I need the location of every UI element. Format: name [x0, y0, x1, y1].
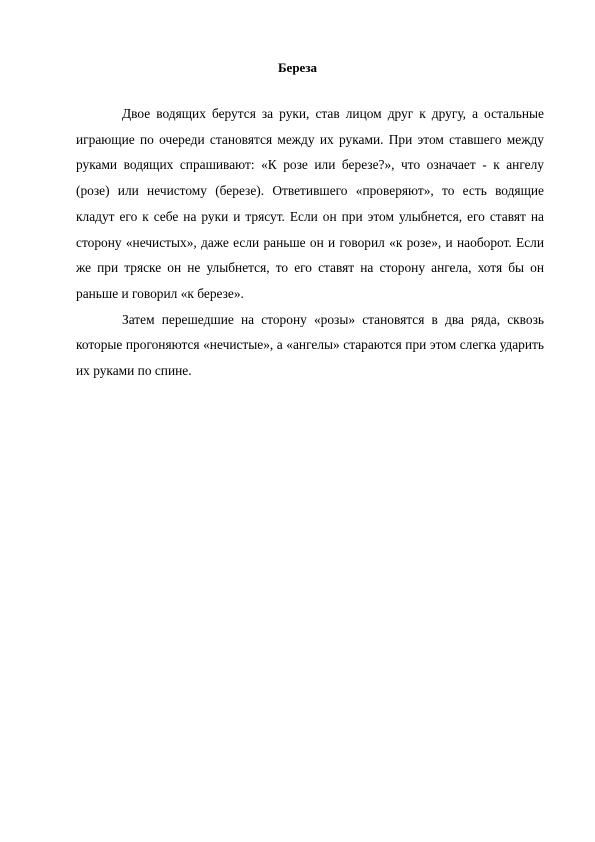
- document-body: [76, 101, 544, 384]
- paragraph-1: Двое водящих берутся за руки, став лицом друг к другу, а остальные играющие по очереди становятся между их руками. При этом ставшего между руками водящих спрашивают: «К розе или березе?», что означает - к ангелу (розе) или нечистому (березе). Ответившего «проверяют», то есть водящие кладут его к себе на руки и трясут. Если он при этом улыбнется, его ставят на сторону «нечистых», даже если раньше он и говорил «к розе», и наоборот. Если же при тряске он не улыбнется, то его ставят на сторону ангела, хотя бы он раньше и говорил «к березе».: [76, 106, 544, 301]
- paragraph-2: Затем перешедшие на сторону «розы» становятся в два ряда, сквозь которые прогоняются «нечистые», а «ангелы» стараются при этом слегка ударить их руками по спине.: [76, 311, 544, 379]
- document-title: Береза: [277, 60, 318, 75]
